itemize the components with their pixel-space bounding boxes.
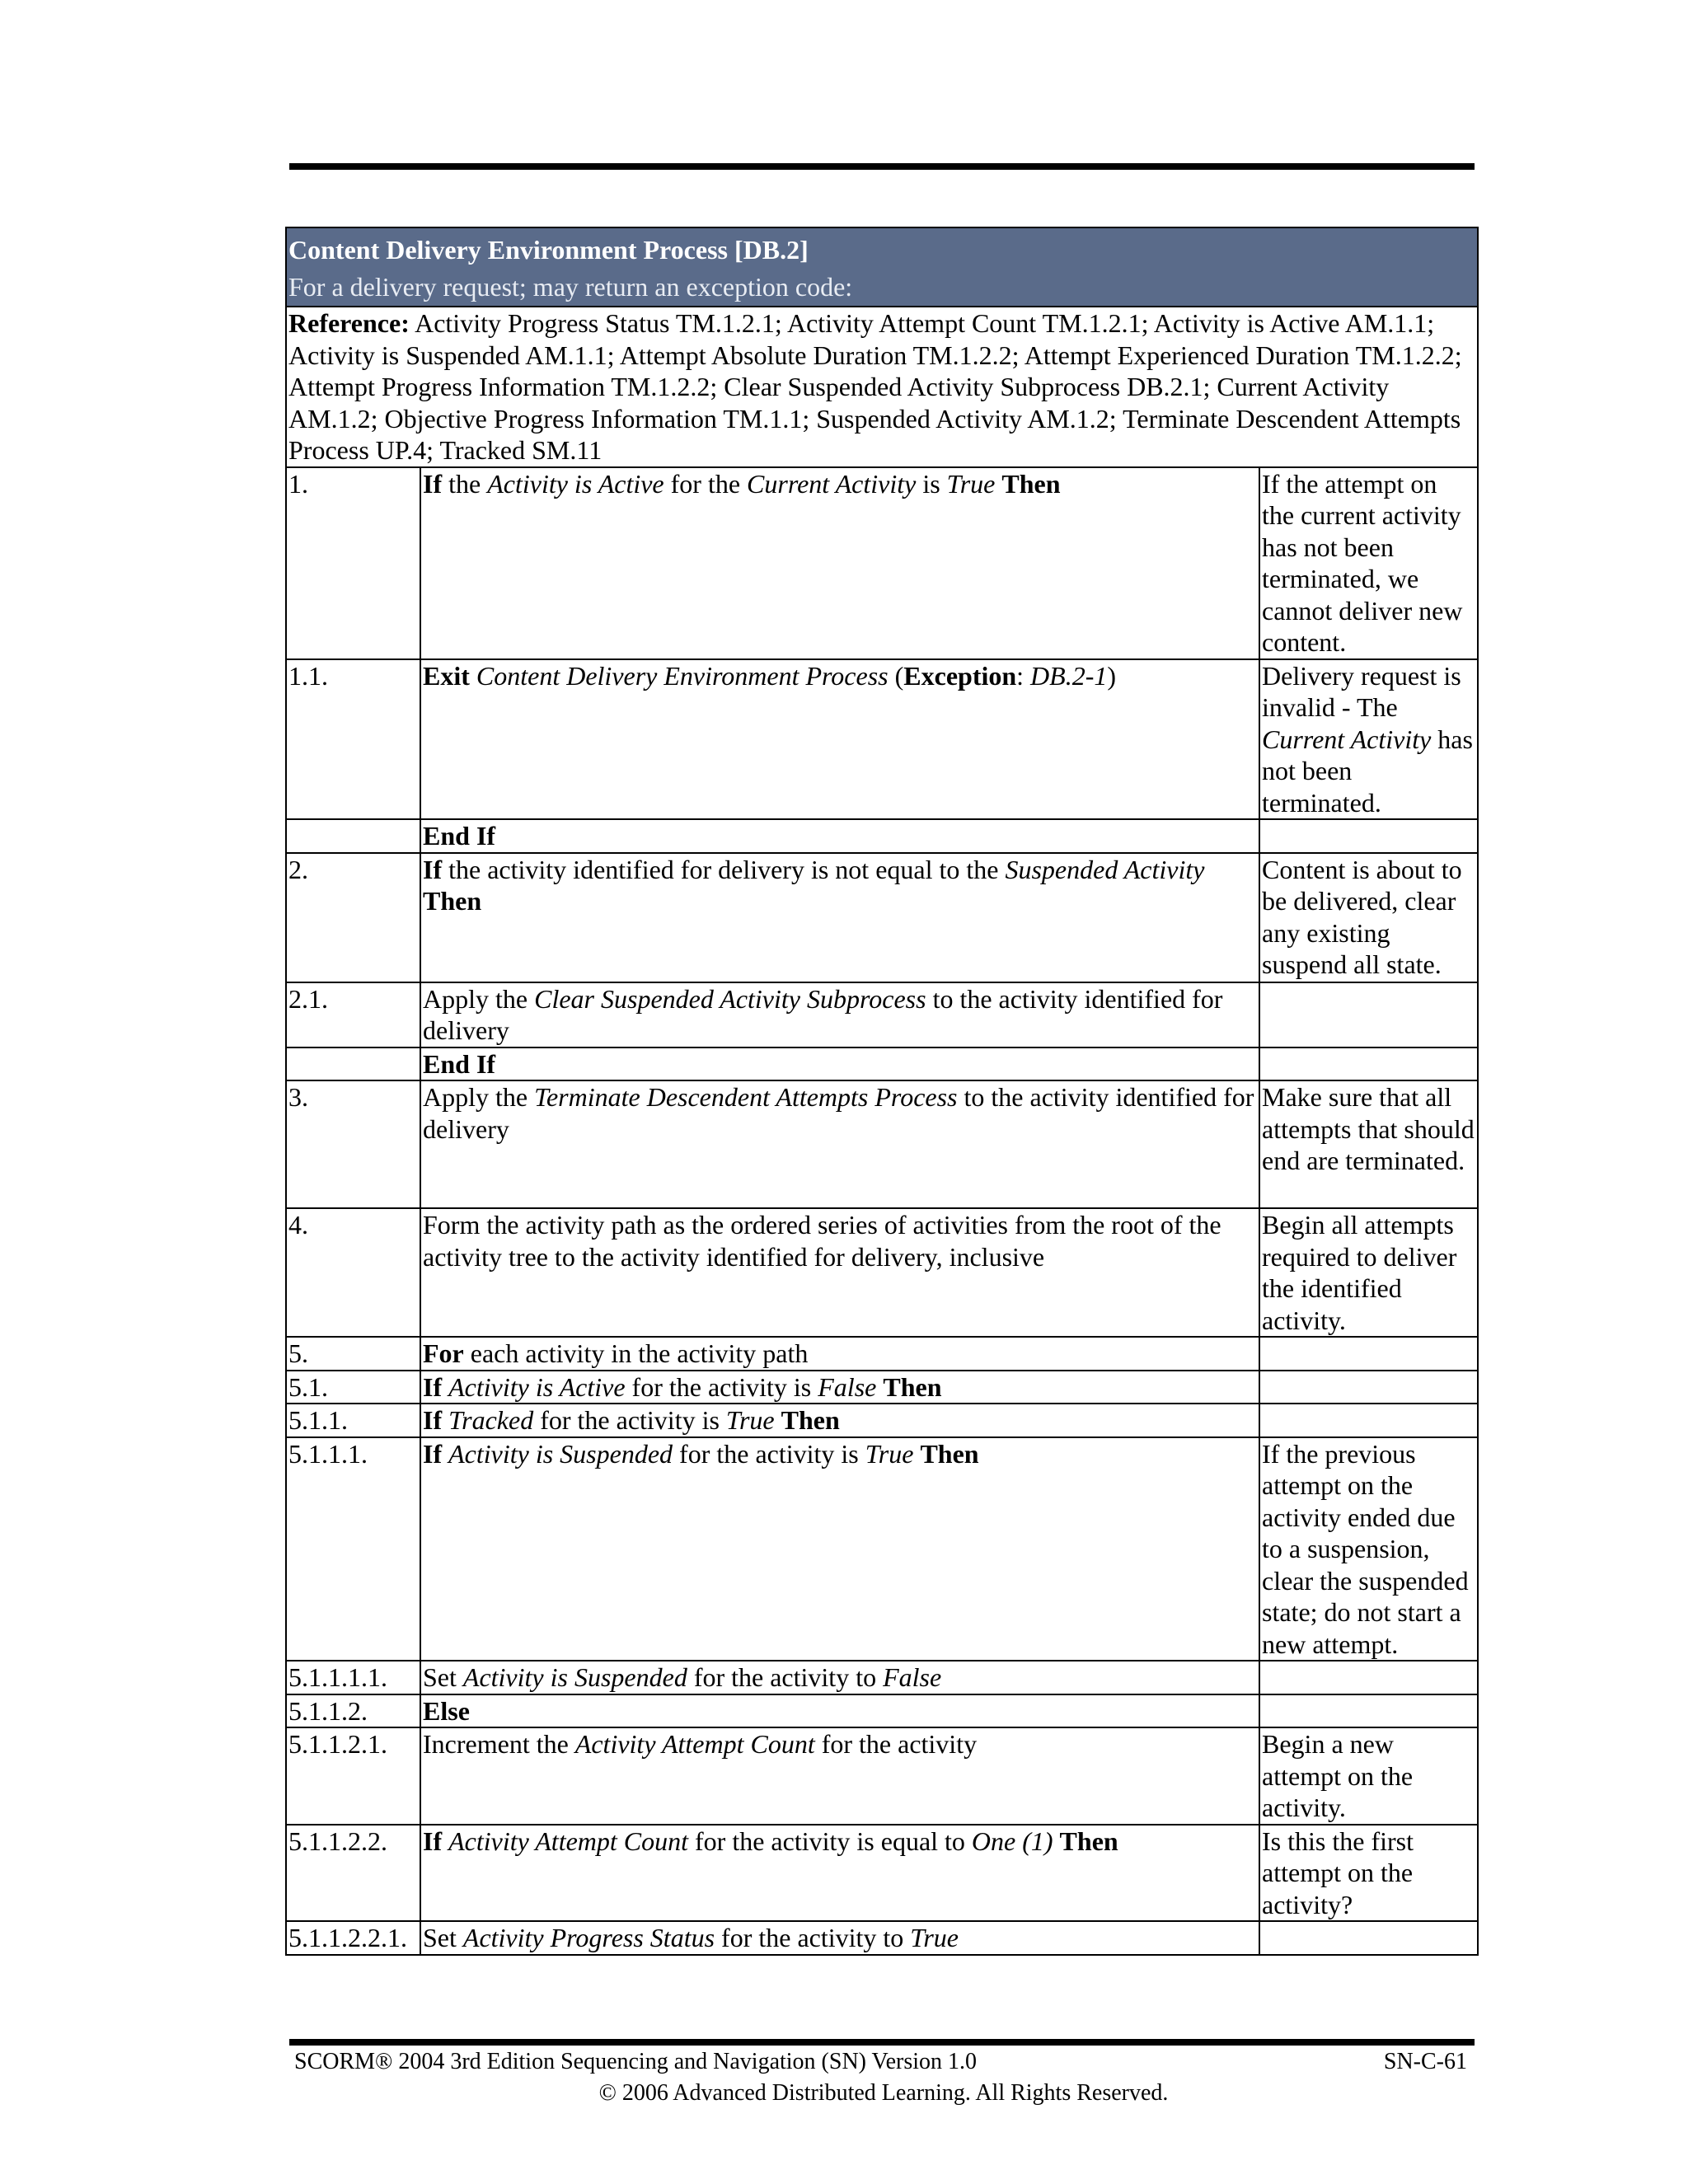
table-header-row bbox=[286, 227, 1478, 307]
step-description bbox=[420, 1337, 1259, 1371]
footer-title: SCORM® 2004 3rd Edition Sequencing and Navigation (SN) Version 1.0 bbox=[294, 2049, 978, 2074]
keyword-text: If bbox=[423, 1825, 443, 1856]
step-text: the activity identified for delivery is not equal to the bbox=[442, 854, 1006, 884]
term-text: True bbox=[946, 468, 996, 499]
step-text: for the activity is bbox=[673, 1438, 865, 1469]
step-number: 5.1.1.2.2.1. bbox=[286, 1921, 420, 1955]
term-text: True bbox=[725, 1405, 775, 1435]
keyword-text: Then bbox=[1059, 1825, 1118, 1856]
table-row bbox=[286, 819, 1478, 853]
step-text bbox=[442, 1826, 448, 1856]
step-text: for the activity is equal to bbox=[688, 1825, 972, 1856]
term-text: Activity Attempt Count bbox=[448, 1825, 689, 1856]
step-text: ( bbox=[888, 660, 904, 691]
step-text: : bbox=[1016, 660, 1031, 691]
step-number: 2. bbox=[286, 853, 420, 982]
step-description bbox=[420, 467, 1259, 659]
term-text: DB.2-1 bbox=[1030, 660, 1108, 691]
step-text: for the activity is bbox=[533, 1405, 726, 1435]
step-number: 3. bbox=[286, 1080, 420, 1208]
keyword-text: If bbox=[423, 1371, 443, 1402]
step-description bbox=[420, 659, 1259, 820]
step-number: 5. bbox=[286, 1337, 420, 1371]
reference-text: Activity Progress Status TM.1.2.1; Activity Attempt Count TM.1.2.1; Activity is Active AM.1.1; Activity is Suspended AM.1.1; Attempt Absolute Duration TM.1.2.2; Attempt Experienced Duration TM.1.2.2; Attempt Progress Information TM.1.2.2; Clear Suspended Activity Subprocess DB.2.1; Current Activity AM.1.2; Objective Progress Information TM.1.1; Suspended Activity AM.1.2; Terminate Descendent Attempts Process UP.4; Tracked SM.11 bbox=[288, 308, 1462, 465]
step-description bbox=[420, 1080, 1259, 1208]
table-row bbox=[286, 1437, 1478, 1661]
term-text: Clear Suspended Activity Subprocess bbox=[534, 983, 926, 1014]
keyword-text: If bbox=[423, 468, 443, 499]
step-description bbox=[420, 1661, 1259, 1694]
table-row bbox=[286, 1921, 1478, 1955]
step-text: Apply the bbox=[423, 983, 535, 1014]
step-number: 5.1.1.1. bbox=[286, 1437, 420, 1661]
step-description bbox=[420, 982, 1259, 1047]
term-text: Activity is Active bbox=[448, 1371, 626, 1402]
table-row bbox=[286, 982, 1478, 1047]
step-comment: Make sure that all attempts that should end are terminated. bbox=[1259, 1080, 1478, 1208]
step-text: for the bbox=[663, 468, 748, 499]
term-text: Activity Progress Status bbox=[462, 1923, 715, 1952]
step-description bbox=[420, 1921, 1259, 1955]
table-row bbox=[286, 1047, 1478, 1081]
step-description bbox=[420, 1208, 1259, 1337]
keyword-text: End If bbox=[423, 821, 496, 851]
table-row bbox=[286, 1080, 1478, 1208]
table-row bbox=[286, 1825, 1478, 1922]
step-text bbox=[1053, 1826, 1060, 1856]
step-text: ) bbox=[1107, 660, 1117, 691]
table-row bbox=[286, 659, 1478, 820]
step-text bbox=[442, 1405, 448, 1435]
step-text bbox=[470, 661, 476, 691]
step-text: Delivery request is invalid - The bbox=[1262, 660, 1461, 722]
footer-page-number: SN-C-61 bbox=[1383, 2049, 1467, 2074]
step-comment bbox=[1259, 1371, 1478, 1404]
keyword-text: If bbox=[423, 854, 443, 884]
keyword-text: Exit bbox=[423, 660, 470, 691]
step-text: to the activity identified for delivery bbox=[423, 983, 1223, 1045]
term-text: Activity is Suspended bbox=[462, 1662, 687, 1692]
top-rule bbox=[289, 163, 1475, 170]
keyword-text: Exception bbox=[903, 660, 1017, 691]
table-subtitle: For a delivery request; may return an exception code: bbox=[288, 272, 853, 302]
process-table bbox=[285, 227, 1479, 1956]
step-comment: If the attempt on the current activity has not been terminated, we cannot deliver new content. bbox=[1259, 467, 1478, 659]
table-row bbox=[286, 1404, 1478, 1437]
keyword-text: Then bbox=[883, 1371, 942, 1402]
term-text: Tracked bbox=[448, 1405, 534, 1435]
step-comment: Content is about to be delivered, clear any existing suspend all state. bbox=[1259, 853, 1478, 982]
step-number: 4. bbox=[286, 1208, 420, 1337]
keyword-text: Then bbox=[920, 1438, 979, 1469]
step-description bbox=[420, 1404, 1259, 1437]
step-comment bbox=[1259, 1047, 1478, 1081]
keyword-text: Then bbox=[423, 886, 482, 916]
step-text: Set bbox=[423, 1662, 463, 1692]
step-comment: Begin a new attempt on the activity. bbox=[1259, 1727, 1478, 1825]
term-text: True bbox=[910, 1923, 959, 1952]
term-text: False bbox=[818, 1371, 877, 1402]
step-description bbox=[420, 853, 1259, 982]
term-text: Current Activity bbox=[1262, 724, 1432, 754]
keyword-text: Then bbox=[781, 1405, 840, 1435]
term-text: Activity is Suspended bbox=[448, 1438, 673, 1469]
step-text bbox=[775, 1405, 781, 1435]
term-text: One (1) bbox=[971, 1825, 1053, 1856]
term-text: Activity is Active bbox=[487, 468, 664, 499]
step-comment bbox=[1259, 1337, 1478, 1371]
step-comment: If the previous attempt on the activity ended due to a suspension, clear the suspended state; do not start a new attempt. bbox=[1259, 1437, 1478, 1661]
step-number: 5.1.1. bbox=[286, 1404, 420, 1437]
table-row bbox=[286, 1661, 1478, 1694]
step-comment bbox=[1259, 659, 1478, 820]
table-header bbox=[286, 227, 1478, 307]
step-text: for the activity to bbox=[687, 1662, 884, 1692]
table-row bbox=[286, 853, 1478, 982]
step-text: each activity in the activity path bbox=[463, 1338, 809, 1368]
keyword-text: End If bbox=[423, 1048, 496, 1079]
step-number: 5.1.1.1.1. bbox=[286, 1661, 420, 1694]
step-comment bbox=[1259, 1661, 1478, 1694]
reference-row bbox=[286, 307, 1478, 467]
step-number: 2.1. bbox=[286, 982, 420, 1047]
keyword-text: Then bbox=[1001, 468, 1061, 499]
step-description bbox=[420, 1437, 1259, 1661]
step-number: 5.1.1.2.1. bbox=[286, 1727, 420, 1825]
step-comment bbox=[1259, 982, 1478, 1047]
step-text: is bbox=[916, 468, 947, 499]
step-comment bbox=[1259, 1694, 1478, 1728]
step-number: 1.1. bbox=[286, 659, 420, 820]
step-number: 1. bbox=[286, 467, 420, 659]
term-text: Current Activity bbox=[747, 468, 917, 499]
step-number: 5.1.1.2. bbox=[286, 1694, 420, 1728]
step-comment: Begin all attempts required to deliver the identified activity. bbox=[1259, 1208, 1478, 1337]
step-text: Apply the bbox=[423, 1082, 535, 1112]
reference-cell bbox=[286, 307, 1478, 467]
term-text: Suspended Activity bbox=[1005, 854, 1205, 884]
term-text: True bbox=[865, 1438, 914, 1469]
step-text: for the activity is bbox=[625, 1371, 818, 1402]
term-text: Activity Attempt Count bbox=[574, 1729, 815, 1759]
table-title: Content Delivery Environment Process [DB.2] bbox=[288, 235, 809, 265]
keyword-text: If bbox=[423, 1438, 443, 1469]
step-comment bbox=[1259, 1404, 1478, 1437]
table-row bbox=[286, 1694, 1478, 1728]
keyword-text: If bbox=[423, 1405, 443, 1435]
step-text: Form the activity path as the ordered series of activities from the root of the activity tree to the activity identified for delivery, inclusive bbox=[423, 1210, 1221, 1272]
step-comment: Is this the first attempt on the activity? bbox=[1259, 1825, 1478, 1922]
table-row bbox=[286, 1337, 1478, 1371]
step-number bbox=[286, 1047, 420, 1081]
step-description bbox=[420, 1825, 1259, 1922]
step-number: 5.1. bbox=[286, 1371, 420, 1404]
step-number: 5.1.1.2.2. bbox=[286, 1825, 420, 1922]
step-text: to the activity identified for delivery bbox=[423, 1082, 1254, 1144]
table-row bbox=[286, 1371, 1478, 1404]
step-text: for the activity bbox=[814, 1729, 978, 1759]
step-description bbox=[420, 1694, 1259, 1728]
step-comment bbox=[1259, 819, 1478, 853]
step-description bbox=[420, 819, 1259, 853]
step-text bbox=[442, 1372, 448, 1402]
table-row bbox=[286, 1727, 1478, 1825]
keyword-text: Else bbox=[423, 1695, 470, 1726]
footer-copyright: © 2006 Advanced Distributed Learning. All Rights Reserved. bbox=[598, 2080, 1169, 2106]
term-text: Content Delivery Environment Process bbox=[476, 660, 889, 691]
step-text: for the activity to bbox=[715, 1923, 911, 1952]
step-comment bbox=[1259, 1921, 1478, 1955]
table-row bbox=[286, 1208, 1478, 1337]
reference-label: Reference: bbox=[288, 308, 410, 338]
step-description bbox=[420, 1727, 1259, 1825]
table-row bbox=[286, 467, 1478, 659]
term-text: Terminate Descendent Attempts Process bbox=[534, 1082, 958, 1112]
step-text: Set bbox=[423, 1923, 463, 1952]
step-number bbox=[286, 819, 420, 853]
step-text: the bbox=[442, 468, 488, 499]
step-text bbox=[442, 1439, 448, 1469]
step-text: Increment the bbox=[423, 1729, 575, 1759]
keyword-text: For bbox=[423, 1338, 464, 1368]
term-text: False bbox=[883, 1662, 942, 1692]
step-description bbox=[420, 1371, 1259, 1404]
step-description bbox=[420, 1047, 1259, 1081]
step-text: has not been terminated. bbox=[1262, 724, 1473, 818]
bottom-rule bbox=[289, 2039, 1475, 2046]
